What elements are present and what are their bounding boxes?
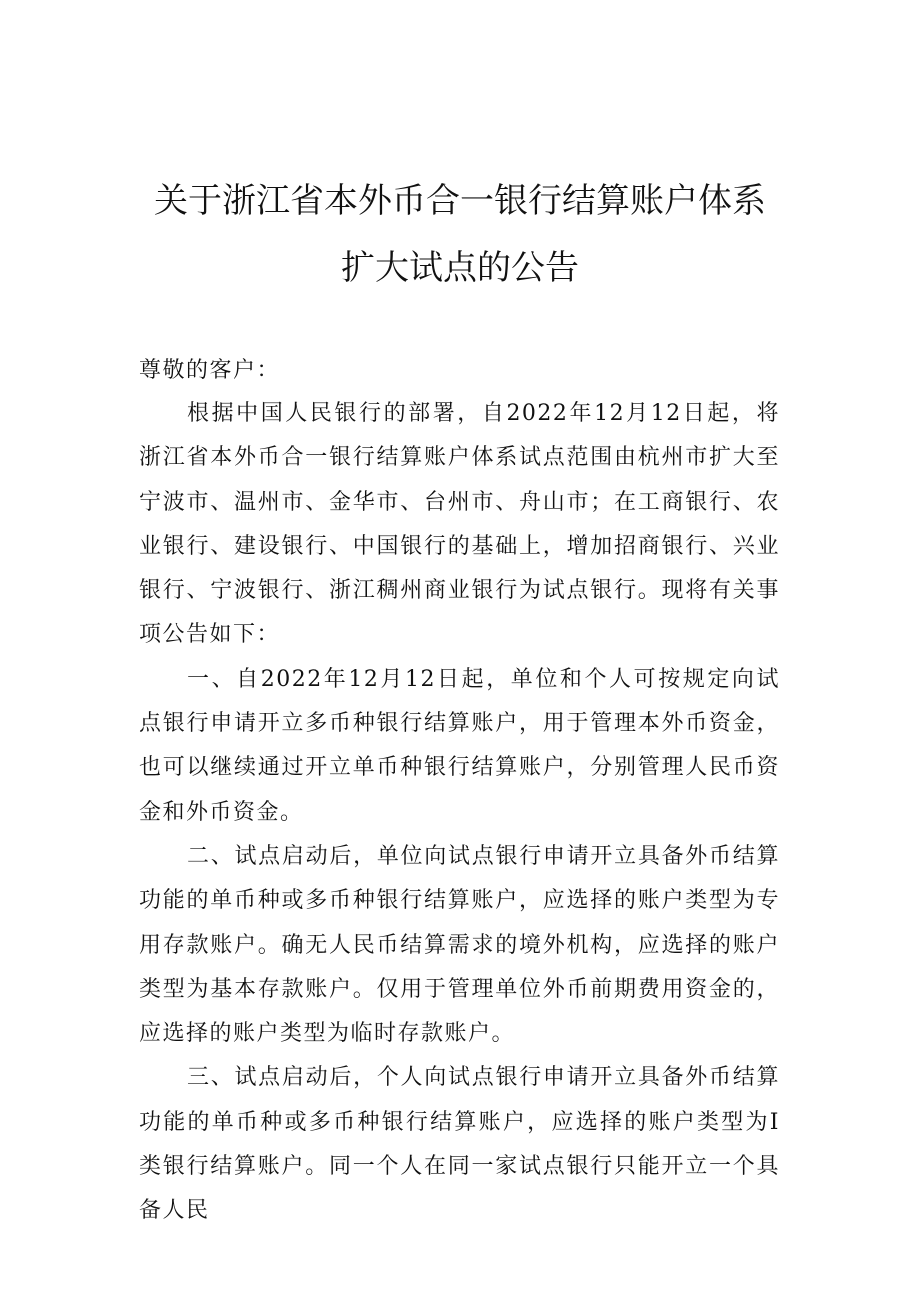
paragraph-intro: 根据中国人民银行的部署，自2022年12月12日起，将浙江省本外币合一银行结算账户体系试点范围由杭州市扩大至宁波市、温州市、金华市、台州市、舟山市；在工商银行、农业银行、建设银行、中国银行的基础上，增加招商银行、兴业银行、宁波银行、浙江稠州商业银行为试点银行。现将有关事项公告如下： [139,401,780,648]
document-title-line-2: 扩大试点的公告 [341,248,579,288]
paragraph-item-2: 二、试点启动后，单位向试点银行申请开立具备外币结算功能的单币种或多币种银行结算账户，应选择的账户类型为专用存款账户。确无人民币结算需求的境外机构，应选择的账户类型为基本存款账户。仅用于管理单位外币前期费用资金的，应选择的账户类型为临时存款账户。 [139,843,780,1047]
document-body [139,392,780,1234]
salutation: 尊敬的客户： [139,358,281,383]
document-title-line-1: 关于浙江省本外币合一银行结算账户体系 [154,181,766,221]
paragraph-item-3: 三、试点启动后，个人向试点银行申请开立具备外币结算功能的单币种或多币种银行结算账户，应选择的账户类型为I类银行结算账户。同一个人在同一家试点银行只能开立一个具备人民 [139,1065,780,1224]
paragraph-item-1: 一、自2022年12月12日起，单位和个人可按规定向试点银行申请开立多币种银行结算账户，用于管理本外币资金，也可以继续通过开立单币种银行结算账户，分别管理人民币资金和外币资金。 [139,666,780,825]
